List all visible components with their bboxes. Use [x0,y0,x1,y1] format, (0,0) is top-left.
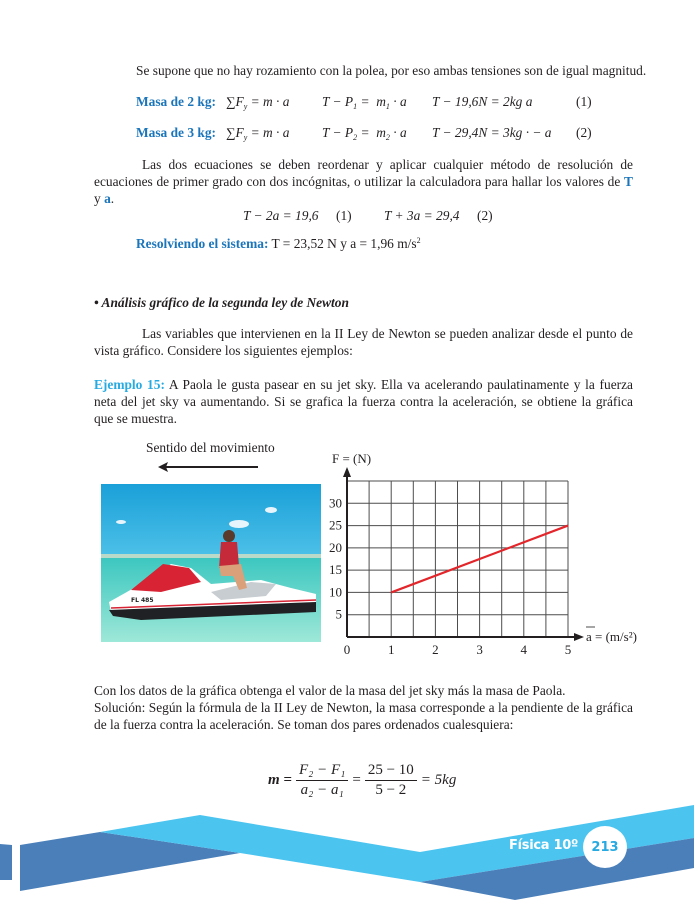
formula-result: = 5kg [420,772,457,788]
tension-equation: $T - P_1 = m_1 \cdot a$ [322,94,407,111]
system-eq-2-label: (2) [477,208,493,223]
jet-ski-photo [101,484,321,642]
x-tick-label: 0 [343,642,351,657]
formula-lhs: m = [268,772,292,788]
solution-text: Solución: Según la fórmula de la II Ley de Newton, la masa corresponde a la pendiente de la gráfica de la fuerza contra la aceleración. Se toman dos pares ordenados cualesquiera: [94,700,633,732]
formula-equals: = [352,772,361,788]
solution-label: Resolviendo el sistema: [136,236,269,251]
x-axis-label: a = (m/s²) [586,629,637,644]
question: Con los datos de la gráfica obtenga el valor de la masa del jet sky más la masa de Paola. [94,683,566,698]
equation-label: Masa de 2 kg: [136,94,216,109]
formula-fraction-numeric: $\frac{25 - 10}{5 - 2}$ [365,762,417,799]
tension-equation: $T - P_2 = m_2 \cdot a$ [322,125,407,142]
motion-arrow-icon [158,461,260,473]
y-tick-label: 5 [335,606,342,622]
section-heading: • Análisis gráfico de la segunda ley de Newton [94,295,349,310]
x-tick-label: 3 [476,642,483,657]
x-tick-label: 5 [564,642,572,657]
y-axis-arrow-icon [343,467,351,477]
solution-value: T = 23,52 N y a = 1,96 m/s [271,236,417,251]
example-label: Ejemplo 15: [94,377,165,392]
equation-label: Masa de 3 kg: [136,125,216,140]
numeric-equation: T − 29,4N = 3kg · − a [432,125,552,140]
sum-forces: $\sum F_y = m \cdot a$ [226,94,290,111]
motion-caption: Sentido del movimiento [146,440,275,455]
force-acceleration-chart [320,445,650,660]
x-tick-label: 1 [387,642,395,657]
y-tick-label: 10 [329,584,342,600]
paragraph-variables: Las variables que intervienen en la II Ley de Newton se pueden analizar desde el punto de vista gráfico. Considere los siguientes ejemplos: [94,326,633,358]
example-paragraph: Ejemplo 15: A Paola le gusta pasear en su jet sky. Ella va acelerando paulatinamente y la fuerza neta del jet sky va aumentando. Si se grafica la fuerza contra la aceleración, se obtiene la gráfica que se muestra. [94,377,633,426]
system-solution: Resolviendo el sistema: T = 23,52 N y a = 1,96 $m/s^2$ [136,236,421,251]
x-tick-label: 4 [520,642,528,657]
book-title: Física 10º [509,838,578,853]
sum-forces: $\sum F_y = m \cdot a$ [226,125,290,142]
y-tick-label: 30 [329,495,342,511]
x-axis-arrow-icon [574,633,584,641]
system-eq-2: T + 3a = 29,4 [384,208,460,223]
equation-number: (2) [576,125,592,140]
equation-number: (1) [576,94,592,109]
intro-sentence: Se supone que no hay rozamiento con la polea, por eso ambas tensiones son de igual magnitud. [136,63,647,78]
chart-svg [320,445,650,660]
system-eq-1: T − 2a = 19,6 [243,208,319,223]
paragraph-reorder: Las dos ecuaciones se deben reordenar y aplicar cualquier método de resolución de ecuaciones de primer grado con dos incógnitas, o utilizar la calculadora para hallar los valores de T y a. [94,157,633,206]
y-tick-label: 25 [329,517,342,533]
formula-fraction-symbolic: $\frac{\text{F₂ − F₁}}{\text{a₂ − a₁}}$ [296,762,348,799]
x-tick-label: 2 [432,642,439,657]
page-number: 213 [583,826,627,868]
y-tick-label: 20 [329,539,342,555]
y-tick-label: 15 [329,562,342,578]
numeric-equation: T − 19,6N = 2kg a [432,94,533,109]
y-axis-label: F = (N) [332,451,372,466]
system-eq-1-label: (1) [336,208,352,223]
photo-registration: FL 485 [131,597,154,604]
